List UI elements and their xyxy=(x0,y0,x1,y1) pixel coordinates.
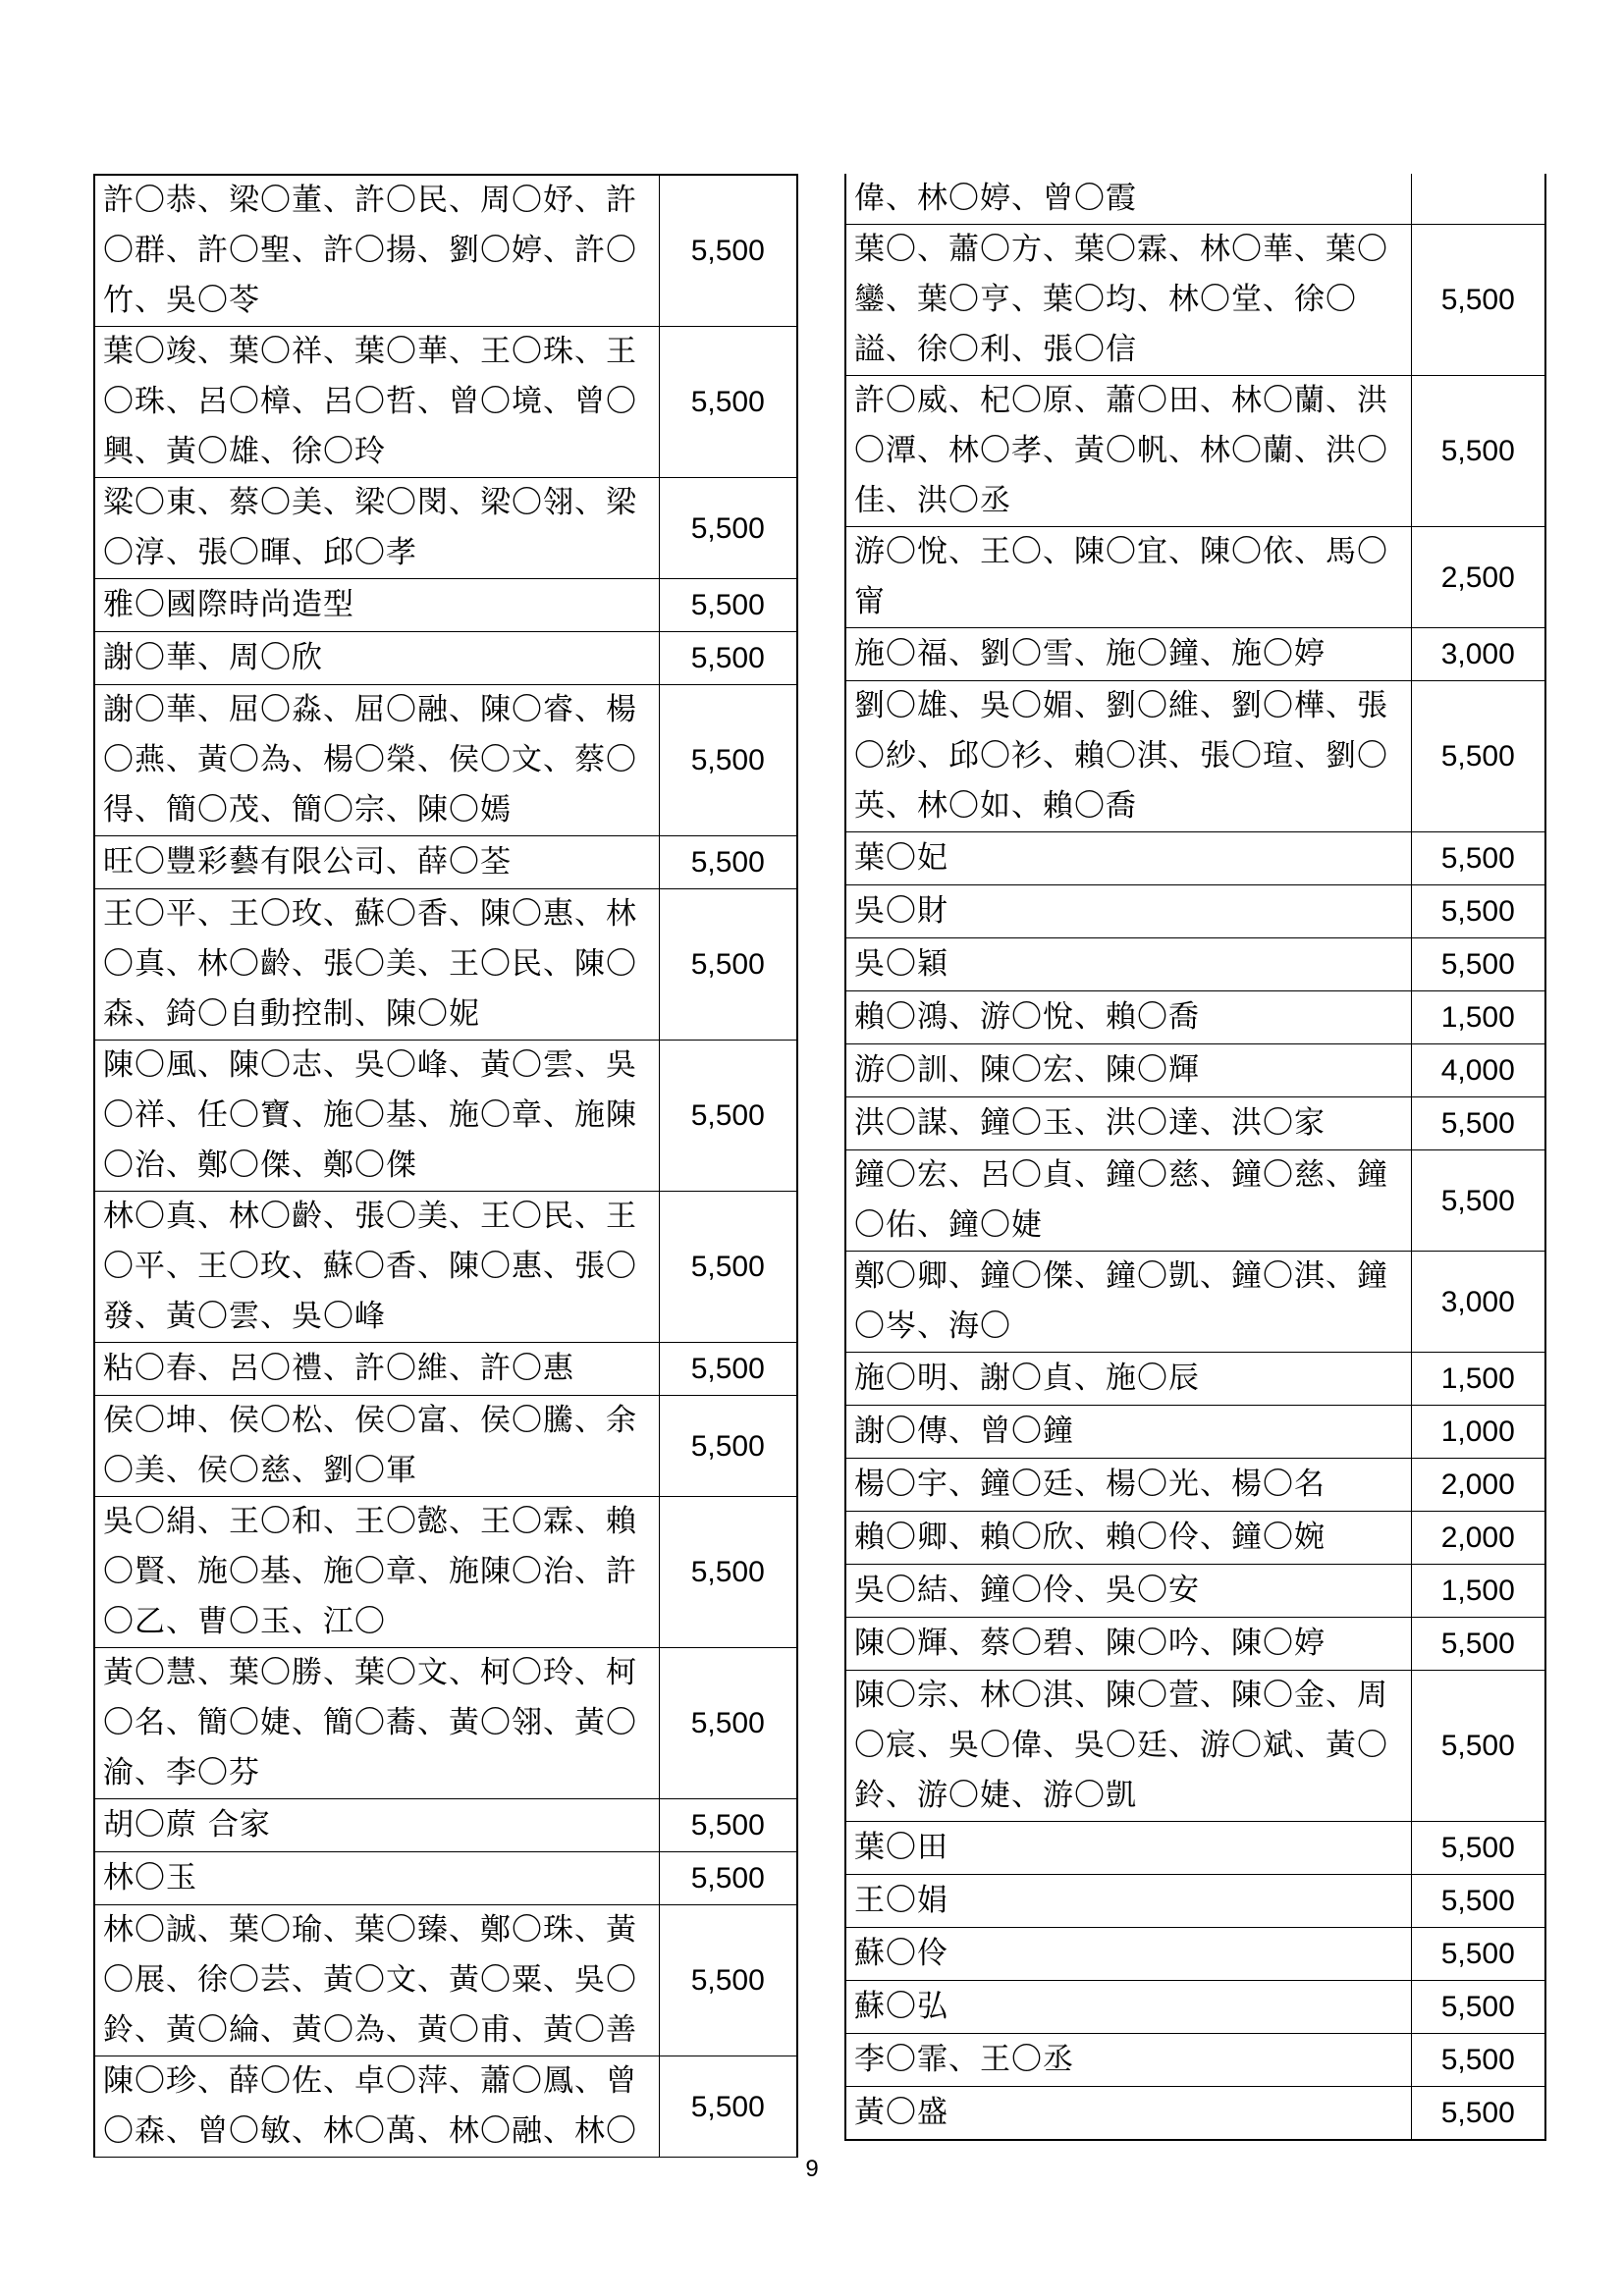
table-row xyxy=(94,1905,797,2056)
amount-cell: 5,500 xyxy=(1411,1981,1545,2034)
donor-names-cell: 胡〇蒝 合家 xyxy=(94,1799,659,1852)
amount-cell: 4,000 xyxy=(1411,1044,1545,1097)
donor-names-cell: 李〇霏、王〇丞 xyxy=(845,2034,1411,2087)
page-number: 9 xyxy=(805,2156,819,2182)
donor-names-cell: 旺〇豐彩藝有限公司、薛〇荃 xyxy=(94,836,659,889)
table-row xyxy=(94,175,797,327)
table-row xyxy=(845,628,1545,681)
donor-names-cell: 侯〇坤、侯〇松、侯〇富、侯〇騰、余〇美、侯〇慈、劉〇軍 xyxy=(94,1396,659,1497)
table-row xyxy=(845,1875,1545,1928)
right-table-body xyxy=(845,174,1545,2140)
table-row xyxy=(845,1252,1545,1353)
amount-cell: 5,500 xyxy=(659,836,797,889)
table-row xyxy=(845,174,1545,225)
donor-names-cell: 葉〇妃 xyxy=(845,832,1411,885)
amount-cell: 5,500 xyxy=(659,1852,797,1905)
amount-cell: 5,500 xyxy=(659,478,797,579)
table-row xyxy=(845,225,1545,376)
donor-names-cell: 陳〇宗、林〇淇、陳〇萱、陳〇金、周〇宸、吳〇偉、吳〇廷、游〇斌、黃〇鈴、游〇婕、游〇凱 xyxy=(845,1671,1411,1822)
amount-cell: 5,500 xyxy=(659,1396,797,1497)
table-row xyxy=(845,832,1545,885)
amount-cell: 2,000 xyxy=(1411,1459,1545,1512)
donor-names-cell: 許〇恭、梁〇董、許〇民、周〇妤、許〇群、許〇聖、許〇揚、劉〇婷、許〇竹、吳〇苓 xyxy=(94,175,659,327)
amount-cell: 5,500 xyxy=(1411,885,1545,938)
amount-cell: 5,500 xyxy=(1411,2034,1545,2087)
donor-names-cell: 偉、林〇婷、曾〇霞 xyxy=(845,174,1411,225)
amount-cell: 1,500 xyxy=(1411,991,1545,1044)
amount-cell: 2,000 xyxy=(1411,1512,1545,1565)
table-row xyxy=(845,1981,1545,2034)
donor-names-cell: 謝〇傳、曾〇鐘 xyxy=(845,1406,1411,1459)
table-row xyxy=(845,2087,1545,2141)
donor-names-cell: 葉〇、蕭〇方、葉〇霖、林〇華、葉〇鑾、葉〇亨、葉〇均、林〇堂、徐〇謚、徐〇利、張〇信 xyxy=(845,225,1411,376)
donor-names-cell: 施〇明、謝〇貞、施〇辰 xyxy=(845,1353,1411,1406)
amount-cell: 3,000 xyxy=(1411,1252,1545,1353)
donor-names-cell: 洪〇謀、鐘〇玉、洪〇達、洪〇家 xyxy=(845,1097,1411,1150)
amount-cell: 5,500 xyxy=(1411,1150,1545,1252)
donor-names-cell: 黃〇盛 xyxy=(845,2087,1411,2141)
donor-names-cell: 鄭〇卿、鐘〇傑、鐘〇凱、鐘〇淇、鐘〇岑、海〇 xyxy=(845,1252,1411,1353)
donor-names-cell: 許〇威、杞〇原、蕭〇田、林〇蘭、洪〇潭、林〇孝、黃〇帆、林〇蘭、洪〇佳、洪〇丞 xyxy=(845,376,1411,527)
table-row xyxy=(845,2034,1545,2087)
donor-names-cell: 粱〇東、蔡〇美、梁〇閔、梁〇翎、梁〇淳、張〇暉、邱〇孝 xyxy=(94,478,659,579)
donor-names-cell: 謝〇華、周〇欣 xyxy=(94,632,659,685)
donor-names-cell: 王〇娟 xyxy=(845,1875,1411,1928)
table-row xyxy=(845,376,1545,527)
table-row xyxy=(845,1353,1545,1406)
donor-names-cell: 施〇福、劉〇雪、施〇鐘、施〇婷 xyxy=(845,628,1411,681)
amount-cell: 5,500 xyxy=(659,327,797,478)
table-row xyxy=(94,1343,797,1396)
donor-names-cell: 葉〇竣、葉〇祥、葉〇華、王〇珠、王〇珠、呂〇樟、呂〇哲、曾〇境、曾〇興、黃〇雄、徐〇玲 xyxy=(94,327,659,478)
donor-names-cell: 林〇真、林〇齡、張〇美、王〇民、王〇平、王〇玫、蘇〇香、陳〇惠、張〇發、黃〇雲、吳〇峰 xyxy=(94,1192,659,1343)
donor-names-cell: 黃〇慧、葉〇勝、葉〇文、柯〇玲、柯〇名、簡〇婕、簡〇蕎、黃〇翎、黃〇渝、李〇芬 xyxy=(94,1648,659,1799)
amount-cell: 5,500 xyxy=(659,1041,797,1192)
table-row xyxy=(845,1406,1545,1459)
donor-names-cell: 林〇玉 xyxy=(94,1852,659,1905)
amount-cell: 5,500 xyxy=(1411,1671,1545,1822)
donor-names-cell: 楊〇宇、鐘〇廷、楊〇光、楊〇名 xyxy=(845,1459,1411,1512)
table-row xyxy=(94,1396,797,1497)
left-donation-table xyxy=(93,174,798,2158)
donor-names-cell: 陳〇珍、薛〇佐、卓〇萍、蕭〇鳳、曾〇森、曾〇敏、林〇萬、林〇融、林〇 xyxy=(94,2056,659,2158)
donor-names-cell: 王〇平、王〇玫、蘇〇香、陳〇惠、林〇真、林〇齡、張〇美、王〇民、陳〇森、錡〇自動控制、陳〇妮 xyxy=(94,889,659,1041)
amount-cell: 5,500 xyxy=(659,889,797,1041)
donor-names-cell: 吳〇結、鐘〇伶、吳〇安 xyxy=(845,1565,1411,1618)
table-row xyxy=(845,1459,1545,1512)
amount-cell: 1,500 xyxy=(1411,1353,1545,1406)
donor-names-cell: 劉〇雄、吳〇媚、劉〇維、劉〇樺、張〇紗、邱〇衫、賴〇淇、張〇瑄、劉〇英、林〇如、賴〇喬 xyxy=(845,681,1411,832)
amount-cell: 5,500 xyxy=(659,1905,797,2056)
table-row xyxy=(94,1648,797,1799)
amount-cell: 5,500 xyxy=(659,175,797,327)
amount-cell: 5,500 xyxy=(1411,681,1545,832)
donor-names-cell: 謝〇華、屈〇淼、屈〇融、陳〇睿、楊〇燕、黃〇為、楊〇榮、侯〇文、蔡〇得、簡〇茂、簡〇宗、陳〇嫣 xyxy=(94,685,659,836)
amount-cell: 5,500 xyxy=(659,579,797,632)
amount-cell: 1,500 xyxy=(1411,1565,1545,1618)
donor-names-cell: 吳〇穎 xyxy=(845,938,1411,991)
amount-cell: 5,500 xyxy=(659,1648,797,1799)
table-row xyxy=(845,681,1545,832)
table-row xyxy=(845,1822,1545,1875)
table-row xyxy=(845,1928,1545,1981)
table-row xyxy=(94,579,797,632)
donor-names-cell: 陳〇輝、蔡〇碧、陳〇吟、陳〇婷 xyxy=(845,1618,1411,1671)
amount-cell: 5,500 xyxy=(1411,225,1545,376)
table-row xyxy=(94,685,797,836)
donor-names-cell: 粘〇春、呂〇禮、許〇維、許〇惠 xyxy=(94,1343,659,1396)
amount-cell: 5,500 xyxy=(1411,1097,1545,1150)
donor-names-cell: 游〇悅、王〇、陳〇宜、陳〇依、馬〇甯 xyxy=(845,527,1411,628)
table-row xyxy=(845,1618,1545,1671)
amount-cell xyxy=(1411,174,1545,225)
donor-names-cell: 賴〇鴻、游〇悅、賴〇喬 xyxy=(845,991,1411,1044)
donor-names-cell: 吳〇財 xyxy=(845,885,1411,938)
table-row xyxy=(94,327,797,478)
table-row xyxy=(94,1192,797,1343)
amount-cell: 2,500 xyxy=(1411,527,1545,628)
left-table-body xyxy=(94,175,797,2158)
donor-names-cell: 葉〇田 xyxy=(845,1822,1411,1875)
table-row xyxy=(845,1150,1545,1252)
donor-names-cell: 蘇〇伶 xyxy=(845,1928,1411,1981)
amount-cell: 5,500 xyxy=(1411,1618,1545,1671)
donor-names-cell: 雅〇國際時尚造型 xyxy=(94,579,659,632)
table-row xyxy=(845,1097,1545,1150)
amount-cell: 5,500 xyxy=(659,685,797,836)
right-donation-table xyxy=(844,174,1546,2141)
table-row xyxy=(94,632,797,685)
amount-cell: 3,000 xyxy=(1411,628,1545,681)
donor-names-cell: 林〇誠、葉〇瑜、葉〇臻、鄭〇珠、黃〇展、徐〇芸、黃〇文、黃〇粟、吳〇鈴、黃〇綸、黃〇為、黃〇甫、黃〇善 xyxy=(94,1905,659,2056)
amount-cell: 1,000 xyxy=(1411,1406,1545,1459)
table-row xyxy=(94,836,797,889)
table-row xyxy=(94,2056,797,2158)
table-row xyxy=(94,1497,797,1648)
amount-cell: 5,500 xyxy=(1411,1928,1545,1981)
table-row xyxy=(845,991,1545,1044)
table-row xyxy=(94,1041,797,1192)
amount-cell: 5,500 xyxy=(659,1343,797,1396)
donor-names-cell: 賴〇卿、賴〇欣、賴〇伶、鐘〇婉 xyxy=(845,1512,1411,1565)
donor-names-cell: 游〇訓、陳〇宏、陳〇輝 xyxy=(845,1044,1411,1097)
amount-cell: 5,500 xyxy=(659,632,797,685)
amount-cell: 5,500 xyxy=(659,1497,797,1648)
amount-cell: 5,500 xyxy=(1411,2087,1545,2141)
table-row xyxy=(845,1044,1545,1097)
amount-cell: 5,500 xyxy=(659,2056,797,2158)
donor-names-cell: 陳〇風、陳〇志、吳〇峰、黃〇雲、吳〇祥、任〇寶、施〇基、施〇章、施陳〇治、鄭〇傑、鄭〇傑 xyxy=(94,1041,659,1192)
donor-names-cell: 吳〇絹、王〇和、王〇懿、王〇霖、賴〇賢、施〇基、施〇章、施陳〇治、許〇乙、曹〇玉、江〇 xyxy=(94,1497,659,1648)
table-row xyxy=(94,478,797,579)
amount-cell: 5,500 xyxy=(1411,832,1545,885)
table-row xyxy=(845,938,1545,991)
table-row xyxy=(845,1512,1545,1565)
donor-names-cell: 蘇〇弘 xyxy=(845,1981,1411,2034)
amount-cell: 5,500 xyxy=(1411,938,1545,991)
amount-cell: 5,500 xyxy=(659,1192,797,1343)
donor-names-cell: 鐘〇宏、呂〇貞、鐘〇慈、鐘〇慈、鐘〇佑、鐘〇婕 xyxy=(845,1150,1411,1252)
table-row xyxy=(845,1565,1545,1618)
table-row xyxy=(845,527,1545,628)
amount-cell: 5,500 xyxy=(1411,376,1545,527)
table-row xyxy=(94,1852,797,1905)
amount-cell: 5,500 xyxy=(1411,1875,1545,1928)
table-row xyxy=(94,1799,797,1852)
amount-cell: 5,500 xyxy=(659,1799,797,1852)
table-row xyxy=(845,1671,1545,1822)
table-row xyxy=(94,889,797,1041)
amount-cell: 5,500 xyxy=(1411,1822,1545,1875)
table-row xyxy=(845,885,1545,938)
